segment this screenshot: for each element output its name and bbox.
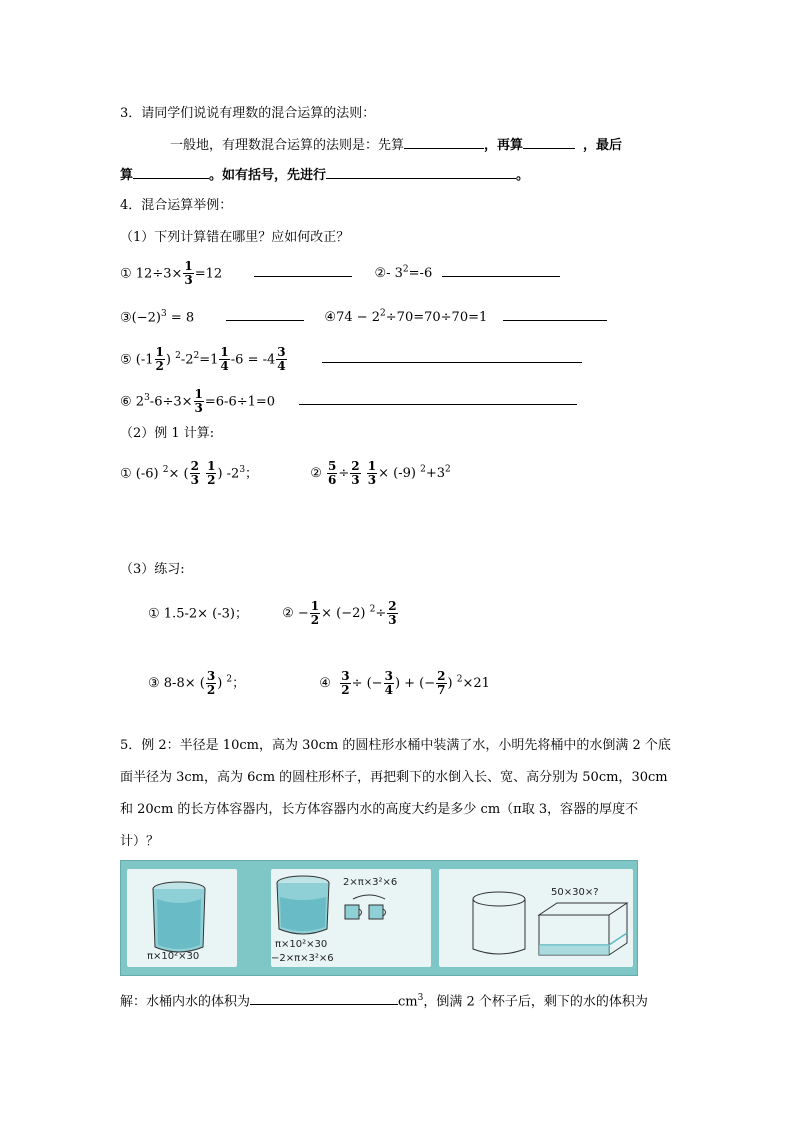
ex2-post: × (-9) [378, 466, 421, 482]
exponent: 2 [369, 605, 376, 615]
item-5-mid2: -2 [180, 352, 194, 368]
q3-rule-text-a: 一般地，有理数混合运算的法则是：先算 [170, 138, 405, 153]
item-5 [120, 346, 582, 373]
blank-volume[interactable] [250, 990, 398, 1005]
fig-label-2a: π×10²×30 [275, 939, 328, 950]
item-1 [120, 260, 560, 287]
q5-line3: 和 20cm 的长方体容器内，长方体容器内水的高度大约是多少 cm（π取 3，容器的厚度不 [120, 802, 639, 817]
p4-mid: ÷ (− [351, 676, 383, 692]
numerator: 2 [351, 459, 360, 474]
denominator: 3 [184, 273, 193, 288]
denominator: 2 [155, 359, 164, 374]
practice-3 [148, 669, 246, 698]
blank-bracket[interactable] [326, 164, 516, 179]
practice-row-2 [148, 670, 490, 697]
item-6-mid: -6÷3× [149, 394, 193, 410]
denominator: 2 [206, 683, 216, 698]
q3-rule2-text-c: 。 [516, 168, 530, 183]
exponent: 2 [380, 309, 386, 319]
denominator: 2 [207, 473, 216, 488]
numerator: 3 [384, 669, 393, 684]
numerator: 2 [437, 669, 446, 684]
p2-mid: × (−2) [321, 606, 370, 622]
ex1-post: ) -2 [217, 466, 240, 482]
item-1-post: =12 [194, 266, 223, 282]
q3-rule-text-c: ，最后 [583, 138, 623, 153]
q4-title: 4．混合运算举例： [120, 198, 233, 213]
fraction [384, 670, 394, 697]
figure-panel-pour [271, 869, 431, 967]
q5-line2: 面半径为 3cm，高为 6cm 的圆柱形杯子，再把剩下的水倒入长、宽、高分别为 50cm，30cm [120, 770, 668, 785]
denominator: 4 [384, 683, 393, 698]
denominator: 6 [328, 473, 337, 488]
exponent: 2 [445, 465, 451, 475]
blank-first[interactable] [404, 134, 484, 149]
item-6-pre: ⑥ 2 [120, 394, 145, 410]
exponent: 2 [175, 351, 181, 361]
ex2-op: ÷ [338, 466, 350, 482]
p2-pre: ② − [282, 606, 309, 622]
item-4-post: ÷70=70÷70=1 [385, 310, 488, 326]
item-2-pre: ②- 3 [374, 266, 403, 282]
exponent: 2 [226, 675, 233, 685]
item-1-pre: ① 12÷3× [120, 266, 183, 282]
fraction [219, 346, 229, 373]
ex1-mid: × ( [168, 466, 189, 482]
numerator: 3 [341, 669, 350, 684]
p3-pre: ③ 8-8× ( [148, 676, 205, 692]
q4-sub1: （1）下列计算错在哪里？应如何改正？ [120, 230, 350, 245]
q4-sub3: （3）练习: [120, 562, 185, 577]
answer-text-c: ，倒满 2 个杯子后，剩下的水的体积为 [423, 994, 648, 1010]
problem-figure [120, 860, 638, 976]
numerator: 2 [190, 459, 199, 474]
fraction [183, 260, 193, 287]
denominator: 2 [341, 683, 350, 698]
denominator: 4 [277, 359, 286, 374]
blank-item-4[interactable] [503, 306, 607, 321]
exponent: 3 [417, 993, 424, 1003]
exponent: 3 [239, 465, 246, 475]
denominator: 3 [351, 473, 360, 488]
exponent: 2 [420, 465, 426, 475]
q5-line4: 计）？ [120, 834, 160, 849]
q3-rule-line1 [170, 134, 622, 156]
numerator: 1 [367, 459, 377, 474]
fraction [436, 670, 446, 697]
answer-line [120, 988, 648, 1012]
figure-panel-bucket [127, 869, 237, 967]
q3-rule-text-b: ，再算 [484, 138, 524, 153]
exponent: 2 [162, 465, 169, 475]
p4-pre: ④ [319, 676, 331, 692]
numerator: 1 [194, 387, 203, 402]
ex1-end: ； [245, 466, 259, 482]
answer-text-a: 解：水桶内水的体积为 [120, 994, 251, 1010]
fraction [206, 460, 216, 487]
fraction [387, 600, 397, 627]
item-3: ③(−2) [120, 310, 161, 326]
figure-panel-box [439, 869, 633, 967]
denominator: 3 [194, 401, 203, 416]
blank-item-3[interactable] [226, 306, 304, 321]
ex2-end: +3 [425, 466, 445, 482]
fig-label-1: π×10²×30 [147, 951, 200, 962]
denominator: 3 [388, 613, 397, 628]
blank-item-5[interactable] [322, 348, 582, 363]
q5-line1: 5．例 2：半径是 10cm，高为 30cm 的圆柱形水桶中装满了水，小明先将桶中的水倒满 2 个底 [120, 738, 671, 753]
numerator: 2 [388, 599, 397, 614]
item-5-mid4: -6 = -4 [230, 352, 276, 368]
blank-last[interactable] [133, 164, 209, 179]
blank-then[interactable] [523, 134, 575, 149]
item-5-mid: ) [165, 352, 176, 368]
item-3-post: = 8 [166, 310, 195, 326]
exponent: 2 [456, 675, 463, 685]
q3-title: 3．请同学们说说有理数的混合运算的法则： [120, 106, 376, 121]
numerator: 1 [220, 345, 229, 360]
denominator: 3 [190, 473, 199, 488]
numerator: 1 [310, 599, 320, 614]
fig-label-4: 50×30×? [551, 887, 599, 898]
fraction [350, 460, 360, 487]
fraction [276, 346, 286, 373]
fraction [190, 460, 200, 487]
exponent: 3 [144, 393, 150, 403]
item-5-pre: ⑤ (-1 [120, 352, 154, 368]
fig-label-3: 2×π×3²×6 [343, 877, 398, 888]
answer-unit: cm [398, 994, 418, 1010]
p2-op: ÷ [375, 606, 387, 622]
blank-item-2[interactable] [442, 262, 560, 277]
p3-end: ； [232, 676, 246, 692]
example-2 [310, 459, 451, 488]
fraction [340, 670, 350, 697]
fraction [155, 346, 165, 373]
fraction [206, 670, 216, 697]
numerator: 1 [184, 259, 193, 274]
item-6 [120, 388, 577, 415]
q3-rule2-text-a: 算 [120, 168, 134, 183]
item-6-post: =6-6÷1=0 [204, 394, 276, 410]
practice-2 [282, 599, 399, 628]
numerator: 1 [155, 345, 164, 360]
item-4-pre: ④74 − 2 [324, 310, 381, 326]
q4-sub2: （2）例 1 计算: [120, 426, 215, 441]
ex1-pre: ① (-6) [120, 466, 163, 482]
blank-item-6[interactable] [299, 390, 577, 405]
numerator: 3 [206, 669, 216, 684]
fraction [310, 600, 320, 627]
fig-label-2b: −2×π×3²×6 [271, 953, 334, 964]
example-1 [120, 460, 451, 487]
exponent: 3 [160, 309, 167, 319]
item-5-mid3: =1 [199, 352, 219, 368]
denominator: 7 [437, 683, 446, 698]
practice-row-1 [148, 600, 399, 627]
practice-1: ① 1.5-2× (-3)； [148, 606, 248, 622]
blank-item-1[interactable] [254, 262, 352, 277]
fraction [327, 460, 337, 487]
numerator: 3 [277, 345, 286, 360]
item-3-row [120, 304, 607, 328]
q3-rule-line2 [120, 164, 529, 186]
p4-mid2: ) + (− [394, 676, 436, 692]
numerator: 1 [207, 459, 216, 474]
p4-post: ) [447, 676, 457, 692]
ex2-pre: ② [310, 466, 322, 482]
exponent: 2 [402, 265, 409, 275]
fraction [194, 388, 204, 415]
fraction [367, 460, 377, 487]
denominator: 3 [367, 473, 377, 488]
practice-4 [319, 669, 490, 698]
item-2 [374, 266, 432, 281]
denominator: 2 [310, 613, 320, 628]
item-2-post: =-6 [408, 266, 433, 282]
item-4 [324, 310, 487, 325]
p3-post: ) [217, 676, 227, 692]
numerator: 5 [328, 459, 337, 474]
p4-end: ×21 [462, 676, 490, 692]
exponent: 2 [193, 351, 200, 361]
q3-rule2-text-b: 。如有括号，先进行 [209, 168, 327, 183]
cylinder-and-box-icon [439, 869, 633, 967]
denominator: 4 [220, 359, 229, 374]
